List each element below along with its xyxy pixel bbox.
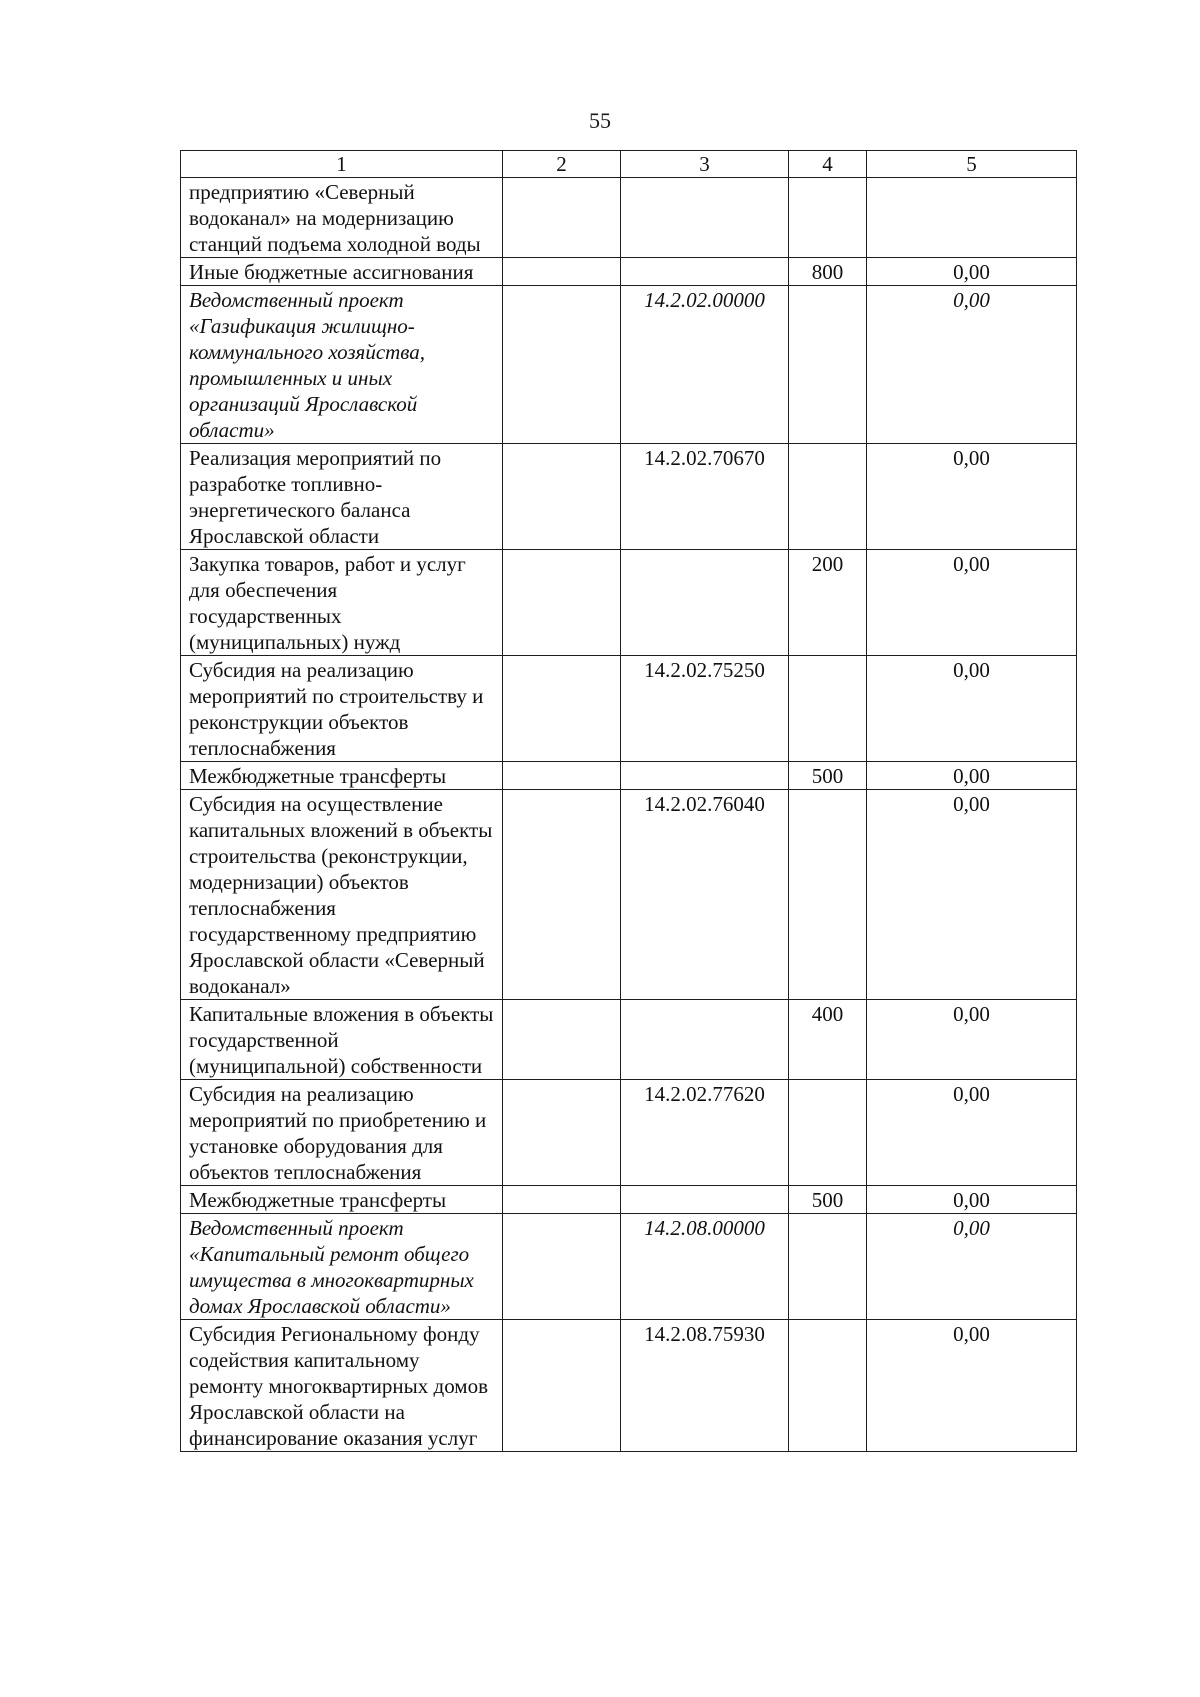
column-2-cell [503, 286, 621, 444]
target-code-cell [621, 762, 789, 790]
expense-type-cell [789, 1080, 867, 1186]
column-2-cell [503, 790, 621, 1000]
table-row [181, 762, 1077, 790]
item-name-cell: Субсидия на реализацию мероприятий по приобретению и установке оборудования для объектов теплоснабжения [181, 1080, 503, 1186]
item-name-cell: Иные бюджетные ассигнования [181, 258, 503, 286]
column-2-cell [503, 258, 621, 286]
item-name-cell: Субсидия на осуществление капитальных вложений в объекты строительства (реконструкции, модернизации) объектов теплоснабжения государственному предприятию Ярославской области «Северный водоканал» [181, 790, 503, 1000]
column-2-cell [503, 1080, 621, 1186]
column-2-cell [503, 178, 621, 258]
expense-type-cell: 800 [789, 258, 867, 286]
amount-cell: 0,00 [867, 1080, 1077, 1186]
target-code-cell: 14.2.08.00000 [621, 1214, 789, 1320]
table-row [181, 1214, 1077, 1320]
column-2-cell [503, 1214, 621, 1320]
column-2-cell [503, 762, 621, 790]
item-name-cell: Межбюджетные трансферты [181, 762, 503, 790]
column-header: 4 [789, 151, 867, 178]
table-row [181, 1000, 1077, 1080]
expense-type-cell: 200 [789, 550, 867, 656]
table-row [181, 1320, 1077, 1452]
column-2-cell [503, 550, 621, 656]
expense-type-cell [789, 286, 867, 444]
amount-cell: 0,00 [867, 1000, 1077, 1080]
expense-type-cell: 400 [789, 1000, 867, 1080]
item-name-cell: Капитальные вложения в объекты государственной (муниципальной) собственности [181, 1000, 503, 1080]
target-code-cell [621, 178, 789, 258]
expense-type-cell: 500 [789, 762, 867, 790]
table-row [181, 790, 1077, 1000]
target-code-cell: 14.2.02.77620 [621, 1080, 789, 1186]
column-header: 3 [621, 151, 789, 178]
amount-cell: 0,00 [867, 1214, 1077, 1320]
table-row [181, 656, 1077, 762]
budget-table [180, 150, 1077, 1452]
item-name-cell: предприятию «Северный водоканал» на модернизацию станций подъема холодной воды [181, 178, 503, 258]
amount-cell: 0,00 [867, 258, 1077, 286]
column-2-cell [503, 1320, 621, 1452]
item-name-cell: Межбюджетные трансферты [181, 1186, 503, 1214]
table-row [181, 286, 1077, 444]
expense-type-cell [789, 790, 867, 1000]
amount-cell: 0,00 [867, 1320, 1077, 1452]
target-code-cell: 14.2.02.76040 [621, 790, 789, 1000]
expense-type-cell [789, 656, 867, 762]
expense-type-cell: 500 [789, 1186, 867, 1214]
item-name-cell: Ведомственный проект «Капитальный ремонт общего имущества в многоквартирных домах Ярославской области» [181, 1214, 503, 1320]
expense-type-cell [789, 1320, 867, 1452]
column-header: 1 [181, 151, 503, 178]
amount-cell: 0,00 [867, 286, 1077, 444]
amount-cell: 0,00 [867, 762, 1077, 790]
item-name-cell: Субсидия на реализацию мероприятий по строительству и реконструкции объектов теплоснабжения [181, 656, 503, 762]
column-2-cell [503, 444, 621, 550]
item-name-cell: Реализация мероприятий по разработке топливно-энергетического баланса Ярославской области [181, 444, 503, 550]
table-row [181, 444, 1077, 550]
amount-cell: 0,00 [867, 444, 1077, 550]
amount-cell: 0,00 [867, 790, 1077, 1000]
table-row [181, 1080, 1077, 1186]
amount-cell: 0,00 [867, 550, 1077, 656]
target-code-cell [621, 1186, 789, 1214]
item-name-cell: Закупка товаров, работ и услуг для обеспечения государственных (муниципальных) нужд [181, 550, 503, 656]
target-code-cell: 14.2.02.00000 [621, 286, 789, 444]
table-header-row [181, 151, 1077, 178]
column-header: 5 [867, 151, 1077, 178]
item-name-cell: Субсидия Региональному фонду содействия капитальному ремонту многоквартирных домов Ярославской области на финансирование оказания услуг [181, 1320, 503, 1452]
amount-cell: 0,00 [867, 1186, 1077, 1214]
table-row [181, 1186, 1077, 1214]
amount-cell: 0,00 [867, 656, 1077, 762]
table-row [181, 178, 1077, 258]
target-code-cell: 14.2.02.75250 [621, 656, 789, 762]
target-code-cell [621, 1000, 789, 1080]
page-number: 55 [589, 108, 611, 133]
column-header: 2 [503, 151, 621, 178]
column-2-cell [503, 656, 621, 762]
target-code-cell [621, 258, 789, 286]
expense-type-cell [789, 444, 867, 550]
expense-type-cell [789, 1214, 867, 1320]
column-2-cell [503, 1186, 621, 1214]
table-row [181, 258, 1077, 286]
table-row [181, 550, 1077, 656]
target-code-cell [621, 550, 789, 656]
target-code-cell: 14.2.02.70670 [621, 444, 789, 550]
column-2-cell [503, 1000, 621, 1080]
expense-type-cell [789, 178, 867, 258]
item-name-cell: Ведомственный проект «Газификация жилищно-коммунального хозяйства, промышленных и иных организаций Ярославской области» [181, 286, 503, 444]
target-code-cell: 14.2.08.75930 [621, 1320, 789, 1452]
amount-cell [867, 178, 1077, 258]
